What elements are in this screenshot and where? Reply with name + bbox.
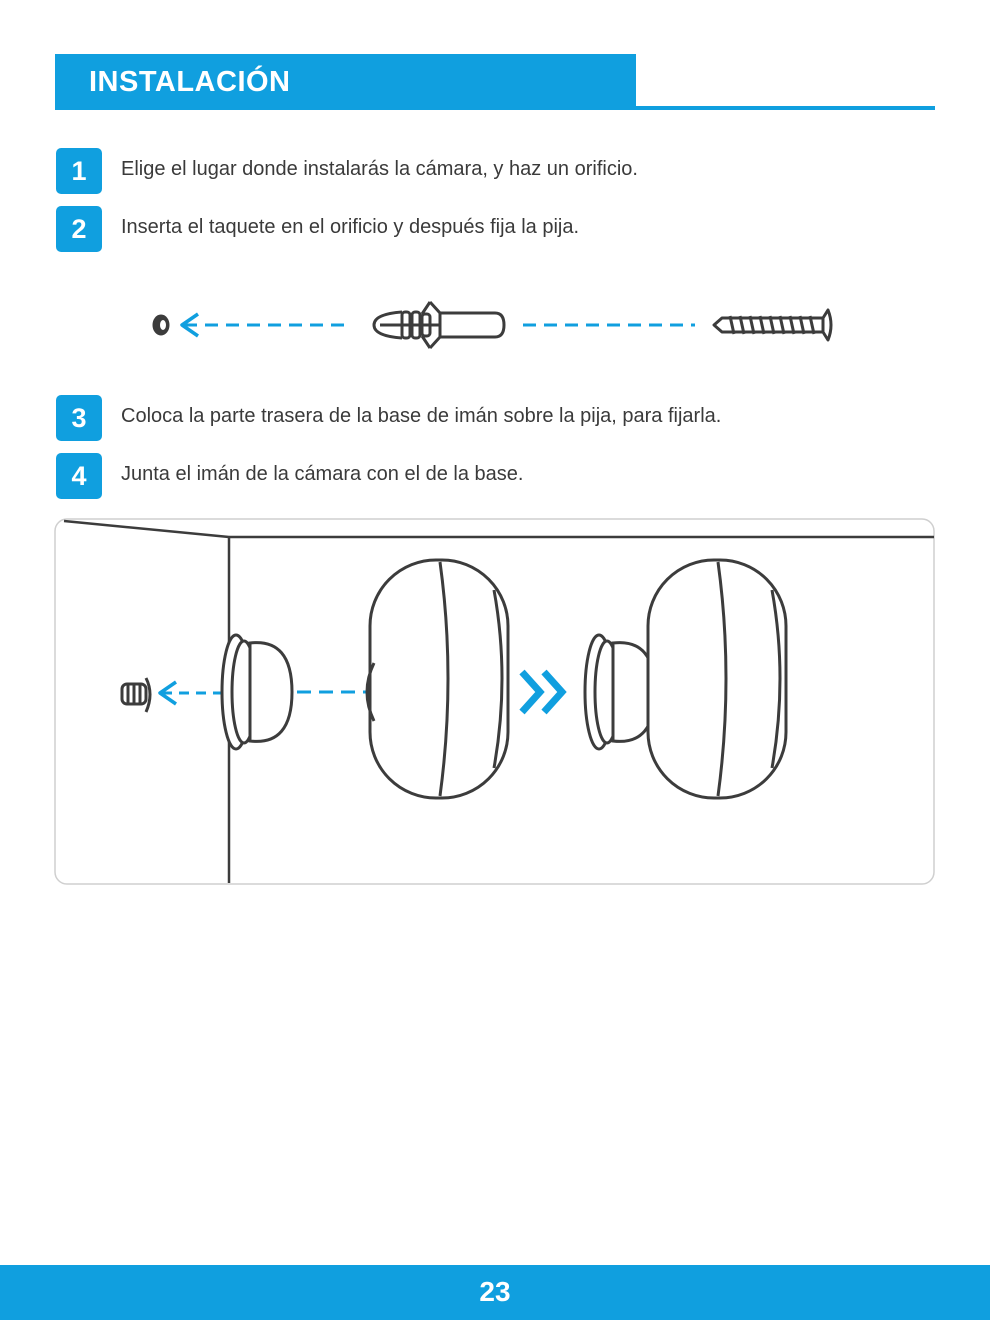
step-text: Inserta el taquete en el orificio y después fija la pija.	[121, 216, 580, 238]
step-text: Elige el lugar donde instalarás la cámara, y haz un orificio.	[121, 158, 638, 180]
step-number-badge: 3	[56, 395, 102, 441]
step-text: Coloca la parte trasera de la base de imán sobre la pija, para fijarla.	[121, 405, 722, 427]
camera-mounting-illustration	[54, 518, 936, 886]
step-number-badge: 2	[56, 206, 102, 252]
insert-arrow-icon	[182, 314, 350, 336]
anchor-screw-illustration	[140, 290, 860, 360]
wall-screw-icon	[122, 678, 150, 712]
step-number-badge: 1	[56, 148, 102, 194]
wall-anchor-icon	[374, 302, 504, 348]
section-title: INSTALACIÓN	[89, 66, 291, 98]
magnetic-base-icon	[222, 635, 292, 749]
magnetic-base-icon	[585, 635, 655, 749]
header-rule	[636, 106, 935, 110]
page-number: 23	[479, 1276, 511, 1307]
step-text: Junta el imán de la cámara con el de la base.	[121, 463, 524, 485]
camera-icon	[367, 560, 508, 798]
page-footer	[0, 1265, 990, 1320]
step-number-badge: 4	[56, 453, 102, 499]
screw-icon	[714, 310, 831, 340]
insert-arrow-icon	[160, 682, 224, 704]
camera-icon	[648, 560, 786, 798]
double-chevron-icon	[522, 672, 562, 712]
section-header	[55, 54, 636, 110]
